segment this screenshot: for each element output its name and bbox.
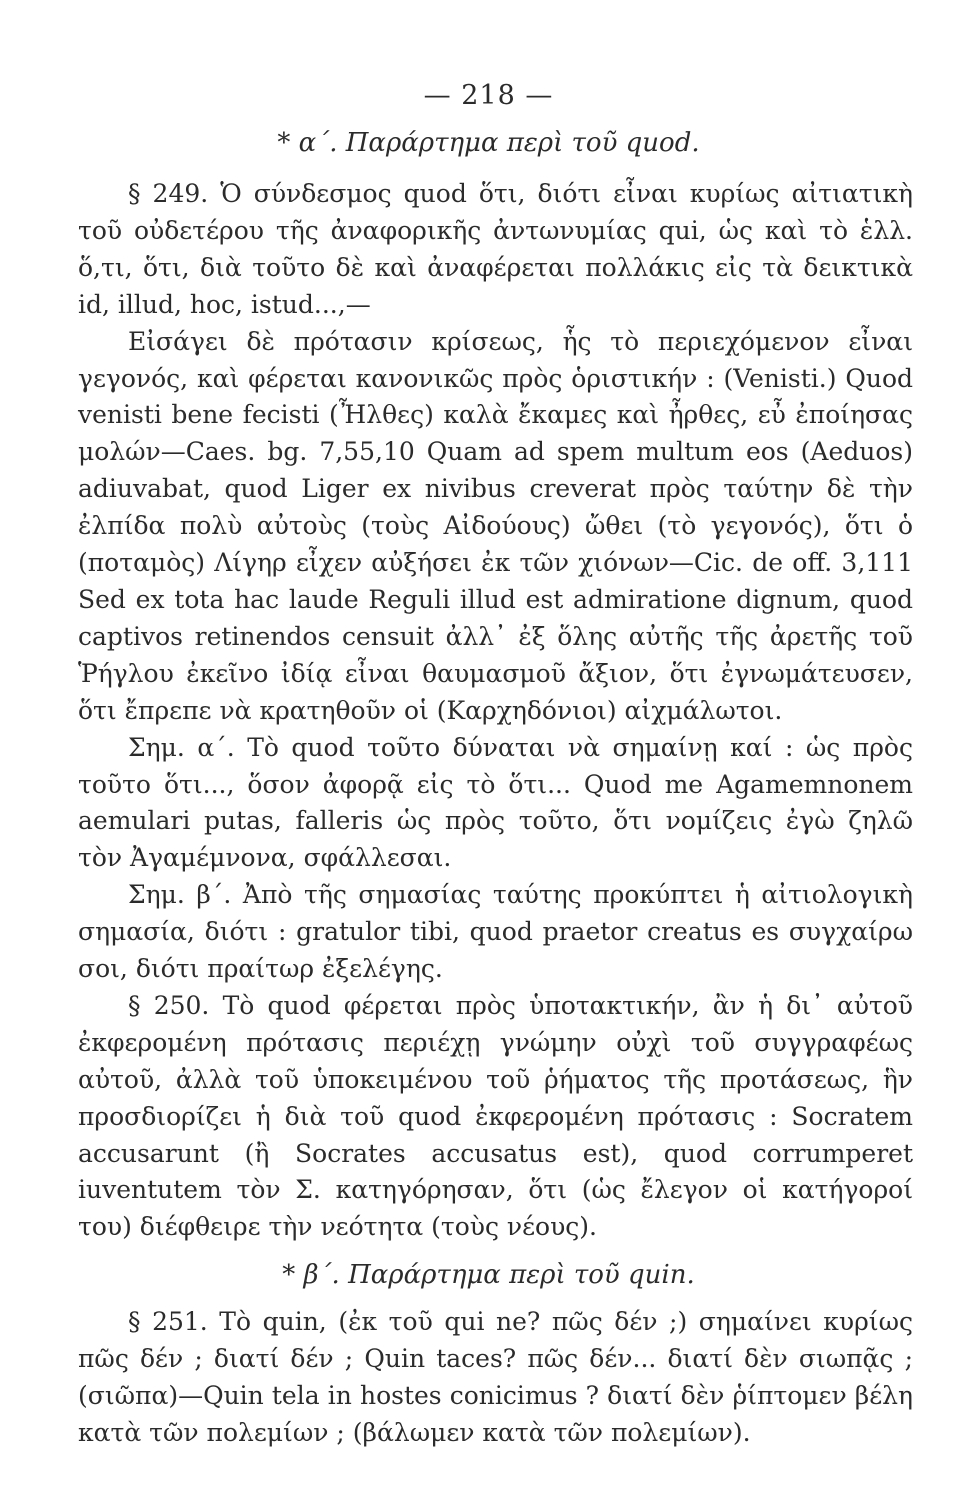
paragraph-250: § 250. Τὸ quod φέρεται πρὸς ὑποτακτικήν, ἂν ἡ δι᾽ αὐτοῦ ἐκφερομένη πρότασις περιέχῃ γνώμην οὐχὶ τοῦ συγγραφέως αὐτοῦ, ἀλλὰ τοῦ ὑποκειμένου τοῦ ῥήματος τῆς προτάσεως, ἣν προσδιορίζει ἡ διὰ τοῦ quod ἐκφερομένη πρότασις : Socratem accusarunt (ἢ Socrates accusatus est), quod corrumperet iuventutem τὸν Σ. κατηγόρησαν, ὅτι (ὡς ἔλεγον οἱ κατήγοροί του) διέφθειρε τὴν νεότητα (τοὺς νέους).	[78, 990, 913, 1242]
section-b-heading: * β΄. Παράρτημα περὶ τοῦ quin.	[282, 1260, 695, 1290]
note-b: Σημ. β΄. Ἀπὸ τῆς σημασίας ταύτης προκύπτει ἡ αἰτιολογικὴ σημασία, διότι : gratulor tibi, quod praetor creatus es συγχαίρω σοι, διότι πραίτωρ ἐξελέγης.	[78, 880, 913, 984]
section-a-heading: * α΄. Παράρτημα περὶ τοῦ quod.	[277, 128, 700, 158]
note-a: Σημ. α΄. Τὸ quod τοῦτο δύναται νὰ σημαίνῃ καί : ὡς πρὸς τοῦτο ὅτι..., ὅσον ἀφορᾷ εἰς τὸ ὅτι... Quod me Agamemnonem aemulari putas, falleris ὡς πρὸς τοῦτο, ὅτι νομίζεις ἐγὼ ζηλῶ τὸν Ἀγαμέμνονα, σφάλλεσαι.	[78, 732, 913, 873]
section-a-body	[78, 176, 913, 1246]
paragraph-249: § 249. Ὁ σύνδεσμος quod ὅτι, διότι εἶναι κυρίως αἰτιατικὴ τοῦ οὐδετέρου τῆς ἀναφορικῆς ἀντωνυμίας qui, ὡς καὶ τὸ ἑλλ. ὅ,τι, ὅτι, διὰ τοῦτο δὲ καὶ ἀναφέρεται πολλάκις εἰς τὰ δεικτικὰ id, illud, hoc, istud...,—	[78, 179, 913, 319]
paragraph-249-continued: Εἰσάγει δὲ πρότασιν κρίσεως, ἧς τὸ περιεχόμενον εἶναι γεγονός, καὶ φέρεται κανονικῶς πρὸς ὁριστικήν : (Venisti.) Quod venisti bene fecisti (Ἦλθες) καλὰ ἔκαμες καὶ ἦρθες, εὖ ἐποίησας μολών—Caes. bg. 7,55,10 Quam ad spem multum eos (Aeduos) adiuvabat, quod Liger ex nivibus creverat πρὸς ταύτην δὲ τὴν ἐλπίδα πολὺ αὐτοὺς (τοὺς Αἰδούους) ὤθει (τὸ γεγονός), ὅτι ὁ (ποταμὸς) Λίγηρ εἶχεν αὐξήσει ἐκ τῶν χιόνων—Cic. de off. 3,111 Sed ex tota hac laude Reguli illud est admiratione dignum, quod captivos retinendos censuit ἀλλ᾽ ἐξ ὅλης αὐτῆς τῆς ἀρετῆς τοῦ Ῥήγλου ἐκεῖνο ἰδίᾳ εἶναι θαυμασμοῦ ἄξιον, ὅτι ἐγνωμάτευσεν, ὅτι ἔπρεπε νὰ κρατηθοῦν οἱ (Καρχηδόνιοι) αἰχμάλωτοι.	[78, 326, 913, 725]
section-b-body	[78, 1304, 913, 1452]
page-number: — 218 —	[423, 80, 554, 111]
paragraph-251: § 251. Τὸ quin, (ἐκ τοῦ qui ne? πῶς δέν ;) σημαίνει κυρίως πῶς δέν ; διατί δέν ; Quin taces? πῶς δέν... διατί δὲν σιωπᾷς ; (σιῶπα)—Quin tela in hostes conicimus ? διατί δὲν ῥίπτομεν βέλη κατὰ τῶν πολεμίων ; (βάλωμεν κατὰ τῶν πολεμίων).	[78, 1307, 913, 1447]
